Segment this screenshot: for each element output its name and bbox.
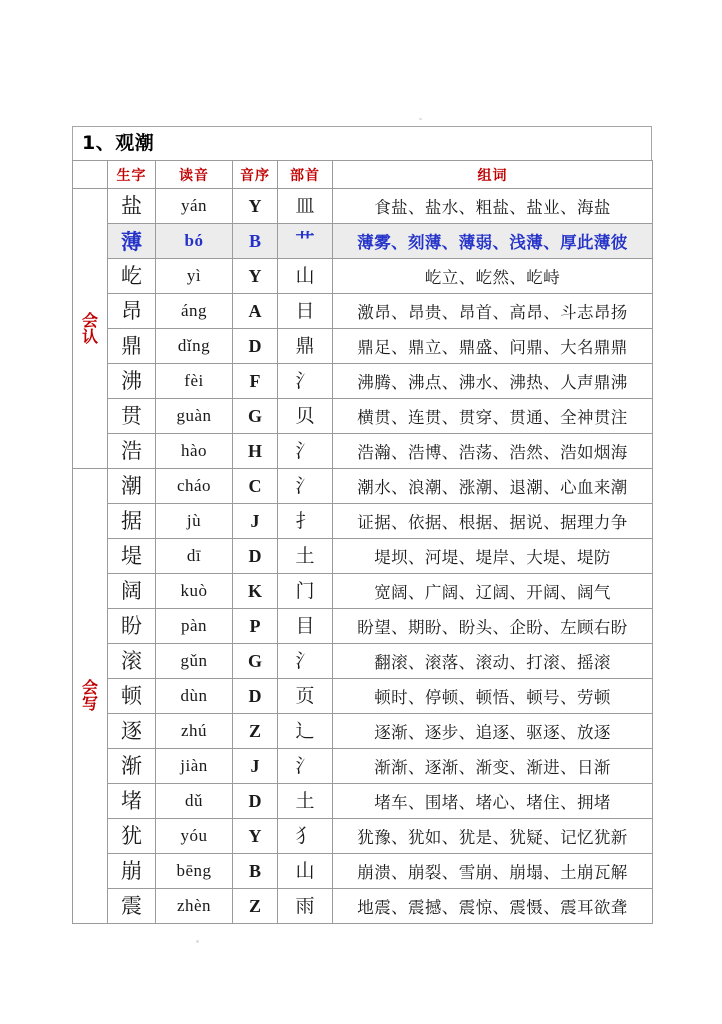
letter-cell: B <box>233 854 278 889</box>
radical-cell: 扌 <box>278 504 333 539</box>
radical-cell: 目 <box>278 609 333 644</box>
pinyin-cell: dī <box>156 539 233 574</box>
group-label-char: 写 <box>81 694 98 713</box>
table-row <box>73 819 653 854</box>
character-cell: 屹 <box>108 259 156 294</box>
table-row <box>73 189 653 224</box>
character-cell: 浩 <box>108 434 156 469</box>
table-row <box>73 259 653 294</box>
pinyin-cell: pàn <box>156 609 233 644</box>
character-cell: 据 <box>108 504 156 539</box>
page-title: 1、观潮 <box>82 132 155 154</box>
pinyin-cell: zhèn <box>156 889 233 924</box>
words-cell: 沸腾、沸点、沸水、沸热、人声鼎沸 <box>333 364 653 399</box>
letter-cell: Z <box>233 889 278 924</box>
pinyin-cell: dǐng <box>156 329 233 364</box>
character-cell: 渐 <box>108 749 156 784</box>
character-cell: 贯 <box>108 399 156 434</box>
group-label-huiren <box>73 189 108 469</box>
pinyin-cell: yóu <box>156 819 233 854</box>
pinyin-cell: bó <box>156 224 233 259</box>
words-cell: 崩溃、崩裂、雪崩、崩塌、土崩瓦解 <box>333 854 653 889</box>
group-label-char: 会 <box>81 678 98 697</box>
words-cell: 渐渐、逐渐、渐变、渐进、日渐 <box>333 749 653 784</box>
table-header-row <box>73 161 653 189</box>
words-cell: 犹豫、犹如、犹是、犹疑、记忆犹新 <box>333 819 653 854</box>
letter-cell: K <box>233 574 278 609</box>
letter-cell: Y <box>233 189 278 224</box>
radical-cell: 山 <box>278 259 333 294</box>
radical-cell: 犭 <box>278 819 333 854</box>
radical-cell: 辶 <box>278 714 333 749</box>
character-cell: 犹 <box>108 819 156 854</box>
pinyin-cell: áng <box>156 294 233 329</box>
words-cell: 逐渐、逐步、追逐、驱逐、放逐 <box>333 714 653 749</box>
letter-cell: G <box>233 399 278 434</box>
group-label-char: 认 <box>81 326 98 346</box>
group-label-char: 会 <box>81 310 98 330</box>
column-header-group <box>73 161 108 189</box>
letter-cell: G <box>233 644 278 679</box>
words-cell: 薄雾、刻薄、薄弱、浅薄、厚此薄彼 <box>333 224 653 259</box>
character-cell: 崩 <box>108 854 156 889</box>
table-row <box>73 749 653 784</box>
table-row <box>73 224 653 259</box>
character-cell: 盼 <box>108 609 156 644</box>
pinyin-cell: guàn <box>156 399 233 434</box>
vocabulary-worksheet <box>72 126 652 924</box>
letter-cell: Y <box>233 259 278 294</box>
scan-speck <box>419 118 422 120</box>
letter-cell: D <box>233 784 278 819</box>
words-cell: 顿时、停顿、顿悟、顿号、劳顿 <box>333 679 653 714</box>
radical-cell: 门 <box>278 574 333 609</box>
letter-cell: D <box>233 539 278 574</box>
radical-cell: 贝 <box>278 399 333 434</box>
character-cell: 鼎 <box>108 329 156 364</box>
radical-cell: 山 <box>278 854 333 889</box>
letter-cell: H <box>233 434 278 469</box>
column-header-zuci: 组词 <box>333 161 653 189</box>
radical-cell: 土 <box>278 784 333 819</box>
lesson-title-row <box>72 126 652 160</box>
radical-cell: 氵 <box>278 644 333 679</box>
letter-cell: Z <box>233 714 278 749</box>
pinyin-cell: fèi <box>156 364 233 399</box>
character-cell: 堤 <box>108 539 156 574</box>
table-header <box>73 161 653 189</box>
pinyin-cell: jù <box>156 504 233 539</box>
pinyin-cell: hào <box>156 434 233 469</box>
character-cell: 阔 <box>108 574 156 609</box>
radical-cell: 氵 <box>278 434 333 469</box>
radical-cell: 皿 <box>278 189 333 224</box>
pinyin-cell: jiàn <box>156 749 233 784</box>
words-cell: 堵车、围堵、堵心、堵住、拥堵 <box>333 784 653 819</box>
letter-cell: J <box>233 749 278 784</box>
letter-cell: D <box>233 679 278 714</box>
pinyin-cell: cháo <box>156 469 233 504</box>
pinyin-cell: yán <box>156 189 233 224</box>
pinyin-cell: kuò <box>156 574 233 609</box>
words-cell: 翻滚、滚落、滚动、打滚、摇滚 <box>333 644 653 679</box>
table-row <box>73 434 653 469</box>
table-row <box>73 679 653 714</box>
letter-cell: A <box>233 294 278 329</box>
letter-cell: J <box>233 504 278 539</box>
words-cell: 鼎足、鼎立、鼎盛、问鼎、大名鼎鼎 <box>333 329 653 364</box>
column-header-bushou: 部首 <box>278 161 333 189</box>
character-cell: 薄 <box>108 224 156 259</box>
column-header-yinxu: 音序 <box>233 161 278 189</box>
table-row <box>73 854 653 889</box>
radical-cell: 土 <box>278 539 333 574</box>
words-cell: 食盐、盐水、粗盐、盐业、海盐 <box>333 189 653 224</box>
radical-cell: 氵 <box>278 364 333 399</box>
letter-cell: B <box>233 224 278 259</box>
words-cell: 地震、震撼、震惊、震慑、震耳欲聋 <box>333 889 653 924</box>
table-row <box>73 364 653 399</box>
words-cell: 盼望、期盼、盼头、企盼、左顾右盼 <box>333 609 653 644</box>
words-cell: 横贯、连贯、贯穿、贯通、全神贯注 <box>333 399 653 434</box>
character-cell: 逐 <box>108 714 156 749</box>
words-cell: 屹立、屹然、屹峙 <box>333 259 653 294</box>
table-row <box>73 399 653 434</box>
words-cell: 激昂、昂贵、昂首、高昂、斗志昂扬 <box>333 294 653 329</box>
words-cell: 证据、依据、根据、据说、据理力争 <box>333 504 653 539</box>
group-label-huixie <box>73 469 108 924</box>
words-cell: 堤坝、河堤、堤岸、大堤、堤防 <box>333 539 653 574</box>
radical-cell: 雨 <box>278 889 333 924</box>
letter-cell: Y <box>233 819 278 854</box>
pinyin-cell: dùn <box>156 679 233 714</box>
character-cell: 震 <box>108 889 156 924</box>
letter-cell: F <box>233 364 278 399</box>
radical-cell: 氵 <box>278 749 333 784</box>
character-cell: 滚 <box>108 644 156 679</box>
radical-cell: 页 <box>278 679 333 714</box>
letter-cell: D <box>233 329 278 364</box>
words-cell: 浩瀚、浩博、浩荡、浩然、浩如烟海 <box>333 434 653 469</box>
words-cell: 宽阔、广阔、辽阔、开阔、阔气 <box>333 574 653 609</box>
character-cell: 潮 <box>108 469 156 504</box>
table-row <box>73 714 653 749</box>
radical-cell: 日 <box>278 294 333 329</box>
pinyin-cell: gǔn <box>156 644 233 679</box>
table-row <box>73 539 653 574</box>
character-cell: 盐 <box>108 189 156 224</box>
table-row <box>73 469 653 504</box>
radical-cell: 鼎 <box>278 329 333 364</box>
table-body <box>73 189 653 924</box>
table-row <box>73 574 653 609</box>
radical-cell: 艹 <box>278 224 333 259</box>
character-cell: 顿 <box>108 679 156 714</box>
table-row <box>73 644 653 679</box>
column-header-shengzi: 生字 <box>108 161 156 189</box>
pinyin-cell: zhú <box>156 714 233 749</box>
table-row <box>73 329 653 364</box>
pinyin-cell: yì <box>156 259 233 294</box>
words-cell: 潮水、浪潮、涨潮、退潮、心血来潮 <box>333 469 653 504</box>
column-header-duyin: 读音 <box>156 161 233 189</box>
pinyin-cell: bēng <box>156 854 233 889</box>
vocabulary-table <box>72 160 653 924</box>
letter-cell: C <box>233 469 278 504</box>
character-cell: 昂 <box>108 294 156 329</box>
scan-speck <box>196 940 199 943</box>
letter-cell: P <box>233 609 278 644</box>
character-cell: 堵 <box>108 784 156 819</box>
table-row <box>73 294 653 329</box>
pinyin-cell: dǔ <box>156 784 233 819</box>
table-row <box>73 784 653 819</box>
character-cell: 沸 <box>108 364 156 399</box>
table-row <box>73 609 653 644</box>
table-row <box>73 889 653 924</box>
radical-cell: 氵 <box>278 469 333 504</box>
table-row <box>73 504 653 539</box>
